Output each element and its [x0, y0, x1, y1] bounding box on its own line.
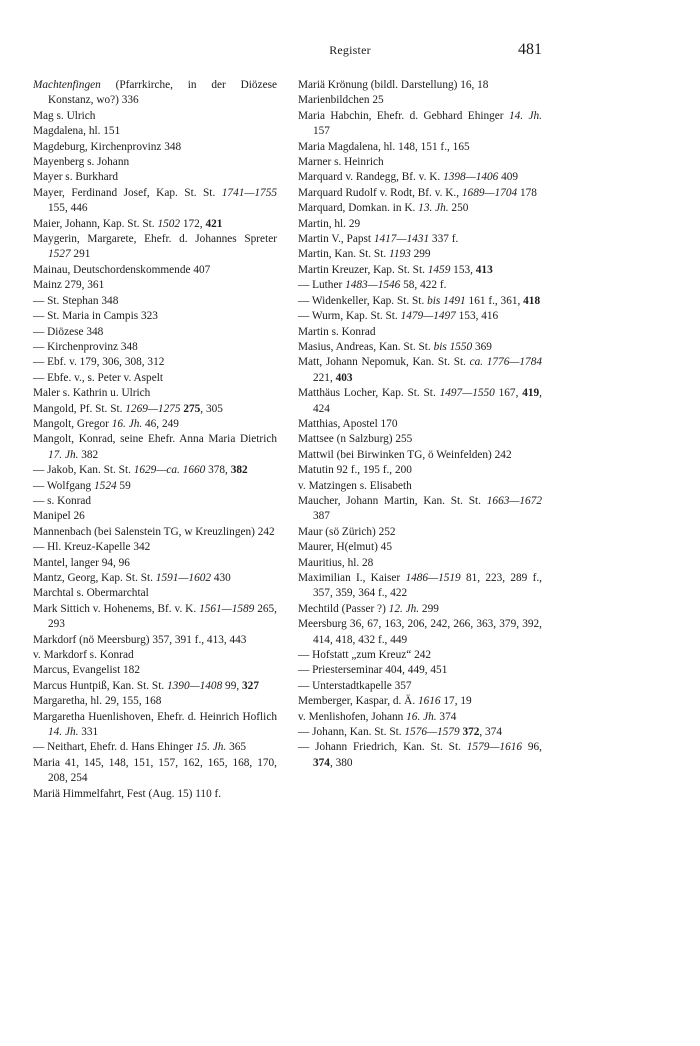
index-entry — [298, 571, 542, 602]
entry-text: 250 — [448, 202, 469, 215]
entry-text: — Luther — [298, 279, 346, 292]
entry-text: 387 — [313, 510, 330, 523]
entry-date: 1398—1406 — [443, 171, 499, 184]
index-entry — [298, 556, 542, 571]
entry-text: — Johann Friedrich, Kan. St. St. — [298, 741, 467, 754]
index-entry — [298, 247, 542, 262]
entry-text: , 305 — [200, 402, 223, 415]
entry-date: ca. 1776—1784 — [469, 356, 543, 369]
index-entry — [33, 586, 277, 601]
entry-text: 58, 422 f. — [400, 279, 447, 292]
entry-text: 221, — [313, 371, 336, 384]
entry-main-ref: 327 — [242, 679, 259, 692]
entry-date: 1269—1275 — [125, 402, 181, 415]
index-entry — [298, 325, 542, 340]
index-entry — [33, 325, 277, 340]
entry-text: 299 — [419, 602, 439, 615]
entry-text: 365 — [226, 741, 247, 754]
index-entry — [298, 355, 542, 386]
entry-text: Magdalena, hl. 151 — [33, 125, 121, 138]
entry-date: 1689—1704 — [461, 186, 518, 199]
index-entry — [33, 787, 277, 802]
entry-main-ref: 374 — [313, 756, 330, 769]
entry-text: Mayenberg s. Johann — [33, 156, 130, 169]
index-entry — [298, 217, 542, 232]
entry-main-ref: 372 — [462, 726, 480, 739]
entry-text: 153, — [450, 263, 476, 276]
index-entry — [33, 109, 277, 124]
entry-text: — Unterstadtkapelle 357 — [298, 679, 412, 692]
entry-text: , 374 — [479, 726, 502, 739]
index-entry — [33, 294, 277, 309]
index-entry — [298, 109, 542, 140]
entry-main-ref: 413 — [475, 263, 493, 276]
index-entry — [33, 556, 277, 571]
entry-text: Martin V., Papst — [298, 233, 374, 246]
entry-text: Mainz 279, 361 — [33, 279, 105, 292]
index-column-right — [298, 78, 542, 771]
entry-text: , 424 — [313, 387, 542, 415]
entry-text: Mainau, Deutschordenskommende 407 — [33, 263, 211, 276]
entry-date: 1417—1431 — [373, 233, 430, 246]
entry-date: 1524 — [94, 479, 117, 492]
entry-date: 1591—1602 — [155, 572, 212, 584]
index-entry — [33, 432, 277, 463]
entry-date: 12. Jh. — [388, 602, 420, 615]
index-entry — [298, 294, 542, 309]
entry-date: 1459 — [427, 263, 451, 276]
entry-date: 16. Jh. — [406, 710, 437, 723]
index-entry — [298, 540, 542, 555]
entry-text: — Wurm, Kap. St. St. — [298, 310, 401, 323]
index-entry — [298, 140, 542, 155]
index-entry — [298, 740, 542, 771]
entry-date: 1390—1408 — [167, 679, 223, 692]
entry-text: Mattsee (n Salzburg) 255 — [298, 433, 413, 446]
entry-text: Marquard, Domkan. in K. — [298, 202, 419, 215]
entry-text: v. Menlishofen, Johann — [298, 710, 407, 723]
entry-text: Mechtild (Passer ?) — [298, 602, 389, 615]
index-entry — [298, 432, 542, 447]
entry-date: 1502 — [157, 217, 181, 230]
index-entry — [298, 525, 542, 540]
entry-text: 157 — [313, 125, 330, 138]
index-entry — [33, 633, 277, 648]
index-entry — [298, 170, 542, 185]
index-entry — [33, 417, 277, 432]
index-entry — [298, 694, 542, 709]
entry-text: Martin, hl. 29 — [298, 217, 361, 230]
entry-text: 81, 223, 289 f., 357, 359, 364 f., 422 — [313, 572, 543, 600]
entry-main-ref: 275 — [183, 402, 201, 415]
index-entry — [33, 756, 277, 787]
entry-date: 14. Jh. — [508, 109, 542, 122]
index-entry — [33, 648, 277, 663]
entry-text: Markdorf (nö Meersburg) 357, 391 f., 413, 443 — [33, 633, 247, 646]
index-entry — [298, 155, 542, 170]
entry-text: Maria Habchin, Ehefr. d. Gebhard Ehinger — [298, 109, 509, 122]
index-entry — [298, 93, 542, 108]
entry-text: Mangolt, Konrad, seine Ehefr. Anna Maria Dietrich — [33, 433, 277, 446]
index-entry — [298, 648, 542, 663]
index-entry — [33, 694, 277, 709]
entry-text: — Ebf. v. 179, 306, 308, 312 — [33, 356, 165, 369]
entry-text: 46, 249 — [142, 417, 179, 430]
entry-main-ref: 382 — [230, 464, 248, 477]
entry-text: v. Markdorf s. Konrad — [33, 649, 134, 662]
index-entry — [298, 448, 542, 463]
index-entry — [298, 78, 542, 93]
index-entry — [298, 386, 542, 417]
index-entry — [298, 186, 542, 201]
entry-date: 1483—1546 — [345, 279, 401, 292]
entry-date: 1479—1497 — [400, 310, 456, 323]
index-entry — [298, 232, 542, 247]
entry-text: 409 — [498, 171, 519, 184]
entry-text: — Jakob, Kan. St. St. — [33, 464, 134, 477]
entry-text: Marienbildchen 25 — [298, 94, 384, 107]
entry-date: bis 1491 — [427, 294, 466, 307]
index-entry — [298, 278, 542, 293]
entry-text: Martin, Kan. St. St. — [298, 248, 390, 261]
entry-text: Maucher, Johann Martin, Kan. St. St. — [298, 494, 487, 507]
entry-text: Mag s. Ulrich — [33, 109, 96, 122]
entry-date: 15. Jh. — [195, 741, 227, 754]
entry-text: 265, 293 — [48, 602, 277, 631]
entry-date: 1616 — [417, 695, 441, 708]
index-entry — [298, 725, 542, 740]
entry-text: 161 f., 361, — [465, 294, 524, 307]
entry-text: Matt, Johann Nepomuk, Kan. St. St. — [298, 356, 470, 369]
entry-text: Matthäus Locher, Kap. St. St. — [298, 387, 440, 400]
entry-text: Mantel, langer 94, 96 — [33, 556, 130, 569]
index-entry — [33, 479, 277, 494]
index-entry — [33, 386, 277, 401]
index-entry — [33, 232, 277, 263]
entry-text: Mantz, Georg, Kap. St. St. — [33, 572, 156, 584]
index-entry — [33, 263, 277, 278]
entry-text: 299 — [410, 248, 431, 261]
entry-text: Martin s. Konrad — [298, 325, 376, 338]
entry-text: Matutin 92 f., 195 f., 200 — [298, 464, 412, 477]
entry-text: Manipel 26 — [33, 510, 85, 523]
index-entry — [298, 263, 542, 278]
entry-text: 17, 19 — [440, 695, 472, 708]
entry-date: 1497—1550 — [439, 387, 495, 400]
entry-text: Maria 41, 145, 148, 151, 157, 162, 165, 168, 170, 208, 254 — [33, 756, 277, 785]
entry-text: v. Matzingen s. Elisabeth — [298, 479, 412, 492]
entry-text: — Widenkeller, Kap. St. St. — [298, 294, 428, 307]
entry-text: 59 — [116, 479, 131, 492]
entry-text: Marquard v. Randegg, Bf. v. K. — [298, 171, 444, 184]
entry-text: Mangold, Pf. St. St. — [33, 402, 126, 415]
entry-date: 1561—1589 — [199, 602, 255, 615]
entry-text: 291 — [70, 248, 91, 261]
entry-text: Marcus, Evangelist 182 — [33, 664, 140, 677]
running-head: Register — [329, 43, 371, 57]
entry-text: — Hofstatt „zum Kreuz“ 242 — [298, 649, 432, 662]
entry-date: 1193 — [389, 248, 411, 261]
entry-text: Maur (sö Zürich) 252 — [298, 525, 396, 538]
entry-main-ref: 419 — [522, 387, 540, 400]
entry-text: — Diözese 348 — [33, 325, 104, 338]
entry-text: — s. Konrad — [33, 494, 92, 507]
index-entry — [33, 309, 277, 324]
entry-text: Maurer, H(elmut) 45 — [298, 541, 392, 554]
entry-text: 172, — [180, 217, 206, 230]
entry-date: 1741—1755 — [221, 186, 277, 199]
entry-text: — Wolfgang — [33, 479, 95, 492]
entry-date: 1629—ca. 1660 — [133, 464, 206, 477]
entry-date: 17. Jh. — [48, 448, 79, 461]
entry-text: 331 — [78, 726, 99, 739]
entry-date: 1579—1616 — [466, 741, 523, 754]
entry-text: Mannenbach (bei Salenstein TG, w Kreuzlingen) 242 — [33, 525, 275, 538]
entry-date: 1527 — [48, 248, 71, 261]
entry-text: Martin Kreuzer, Kap. St. St. — [298, 263, 428, 276]
entry-text: Marquard Rudolf v. Rodt, Bf. v. K., — [298, 186, 462, 199]
entry-text: , 380 — [329, 756, 353, 769]
index-entry — [298, 417, 542, 432]
entry-main-ref: 421 — [205, 217, 223, 230]
index-entry — [33, 494, 277, 509]
page-number: 481 — [518, 41, 542, 58]
entry-text: Maximilian I., Kaiser — [298, 572, 406, 584]
entry-date: 1486—1519 — [405, 572, 461, 584]
index-entry — [33, 340, 277, 355]
entry-text: 378, — [205, 464, 231, 477]
entry-text: 382 — [78, 448, 99, 461]
index-entry — [33, 217, 277, 232]
index-entry — [298, 463, 542, 478]
index-entry — [33, 710, 277, 741]
index-entry — [33, 509, 277, 524]
index-entry — [33, 540, 277, 555]
entry-text: — Priesterseminar 404, 449, 451 — [298, 664, 448, 677]
index-entry — [33, 170, 277, 185]
entry-text: Mayer s. Burkhard — [33, 171, 119, 184]
index-entry — [33, 371, 277, 386]
index-entry — [298, 494, 542, 525]
entry-text: Magdeburg, Kirchenprovinz 348 — [33, 140, 182, 153]
entry-text: Maria Magdalena, hl. 148, 151 f., 165 — [298, 140, 470, 153]
index-entry — [33, 525, 277, 540]
entry-text: 153, 416 — [455, 310, 499, 323]
entry-text: Marner s. Heinrich — [298, 156, 384, 169]
entry-date: 1576—1579 — [404, 726, 460, 739]
entry-text: Mauritius, hl. 28 — [298, 556, 374, 569]
index-entry — [298, 617, 542, 648]
entry-text: 99, — [222, 679, 243, 692]
entry-text: Memberger, Kaspar, d. Ä. — [298, 695, 418, 708]
entry-text: 96, — [522, 741, 542, 754]
index-entry — [33, 740, 277, 755]
entry-text: Mangolt, Gregor — [33, 417, 112, 430]
entry-text: — St. Stephan 348 — [33, 294, 119, 307]
entry-text: — Johann, Kan. St. St. — [298, 726, 405, 739]
index-entry — [33, 602, 277, 633]
index-entry — [298, 201, 542, 216]
index-entry — [33, 78, 277, 109]
entry-main-ref: 403 — [335, 371, 353, 384]
entry-text: — St. Maria in Campis 323 — [33, 310, 158, 323]
index-entry — [298, 679, 542, 694]
index-entry — [298, 479, 542, 494]
index-entry — [33, 663, 277, 678]
entry-text: — Hl. Kreuz-Kapelle 342 — [33, 541, 151, 554]
entry-text: Mattwil (bei Birwinken TG, ö Weinfelden) 242 — [298, 448, 512, 461]
index-entry — [33, 679, 277, 694]
index-entry — [298, 309, 542, 324]
entry-text: 374 — [436, 710, 457, 723]
entry-text: Maier, Johann, Kap. St. St. — [33, 217, 158, 230]
entry-text: Marcus Huntpiß, Kan. St. St. — [33, 679, 167, 692]
entry-text: 178 — [517, 186, 537, 199]
index-entry — [298, 710, 542, 725]
index-column-left — [33, 78, 277, 802]
entry-text: Meersburg 36, 67, 163, 206, 242, 266, 363, 379, 392, 414, 418, 432 f., 449 — [298, 618, 542, 646]
entry-text: 155, 446 — [48, 202, 88, 215]
index-entry — [33, 571, 277, 586]
index-entry — [298, 663, 542, 678]
index-entry — [33, 124, 277, 139]
entry-text: Margaretha Huenlishoven, Ehefr. d. Heinrich Hoflich — [33, 710, 277, 723]
entry-text: Masius, Andreas, Kan. St. St. — [298, 340, 434, 353]
entry-date: 13. Jh. — [418, 202, 449, 215]
index-entry — [33, 186, 277, 217]
entry-text: Margaretha, hl. 29, 155, 168 — [33, 695, 162, 708]
entry-text: Maler s. Kathrin u. Ulrich — [33, 387, 151, 400]
entry-text: 337 f. — [429, 233, 459, 246]
entry-date: 14. Jh. — [48, 726, 79, 739]
entry-text: 369 — [472, 340, 492, 353]
entry-date: 1663—1672 — [486, 494, 542, 507]
entry-text: — Neithart, Ehefr. d. Hans Ehinger — [33, 741, 196, 754]
index-entry — [33, 463, 277, 478]
entry-text: (Pfarrkirche, in der Diözese Konstanz, wo?) 336 — [48, 79, 277, 107]
index-entry — [33, 155, 277, 170]
entry-text: Marchtal s. Obermarchtal — [33, 587, 149, 600]
entry-text: Mariä Krönung (bildl. Darstellung) 16, 18 — [298, 79, 489, 91]
entry-text: Mark Sittich v. Hohenems, Bf. v. K. — [33, 602, 200, 615]
entry-date: Machtenfingen — [33, 79, 101, 91]
index-entry — [33, 355, 277, 370]
entry-text: — Ebfe. v., s. Peter v. Aspelt — [33, 371, 163, 384]
entry-text: — Kirchenprovinz 348 — [33, 340, 138, 353]
entry-text: Matthias, Apostel 170 — [298, 417, 398, 430]
index-entry — [33, 402, 277, 417]
index-entry — [33, 140, 277, 155]
entry-text: Mariä Himmelfahrt, Fest (Aug. 15) 110 f. — [33, 787, 222, 800]
entry-text: Mayer, Ferdinand Josef, Kap. St. St. — [33, 186, 222, 199]
entry-date: bis 1550 — [433, 340, 473, 353]
index-entry — [298, 340, 542, 355]
index-entry — [33, 278, 277, 293]
entry-text: 167, — [494, 387, 523, 400]
page-header — [0, 0, 700, 80]
entry-main-ref: 418 — [523, 294, 541, 307]
index-entry — [298, 602, 542, 617]
entry-text: Maygerin, Margarete, Ehefr. d. Johannes Spreter — [33, 233, 277, 246]
entry-date: 16. Jh. — [111, 417, 143, 430]
entry-text: 430 — [211, 572, 231, 584]
